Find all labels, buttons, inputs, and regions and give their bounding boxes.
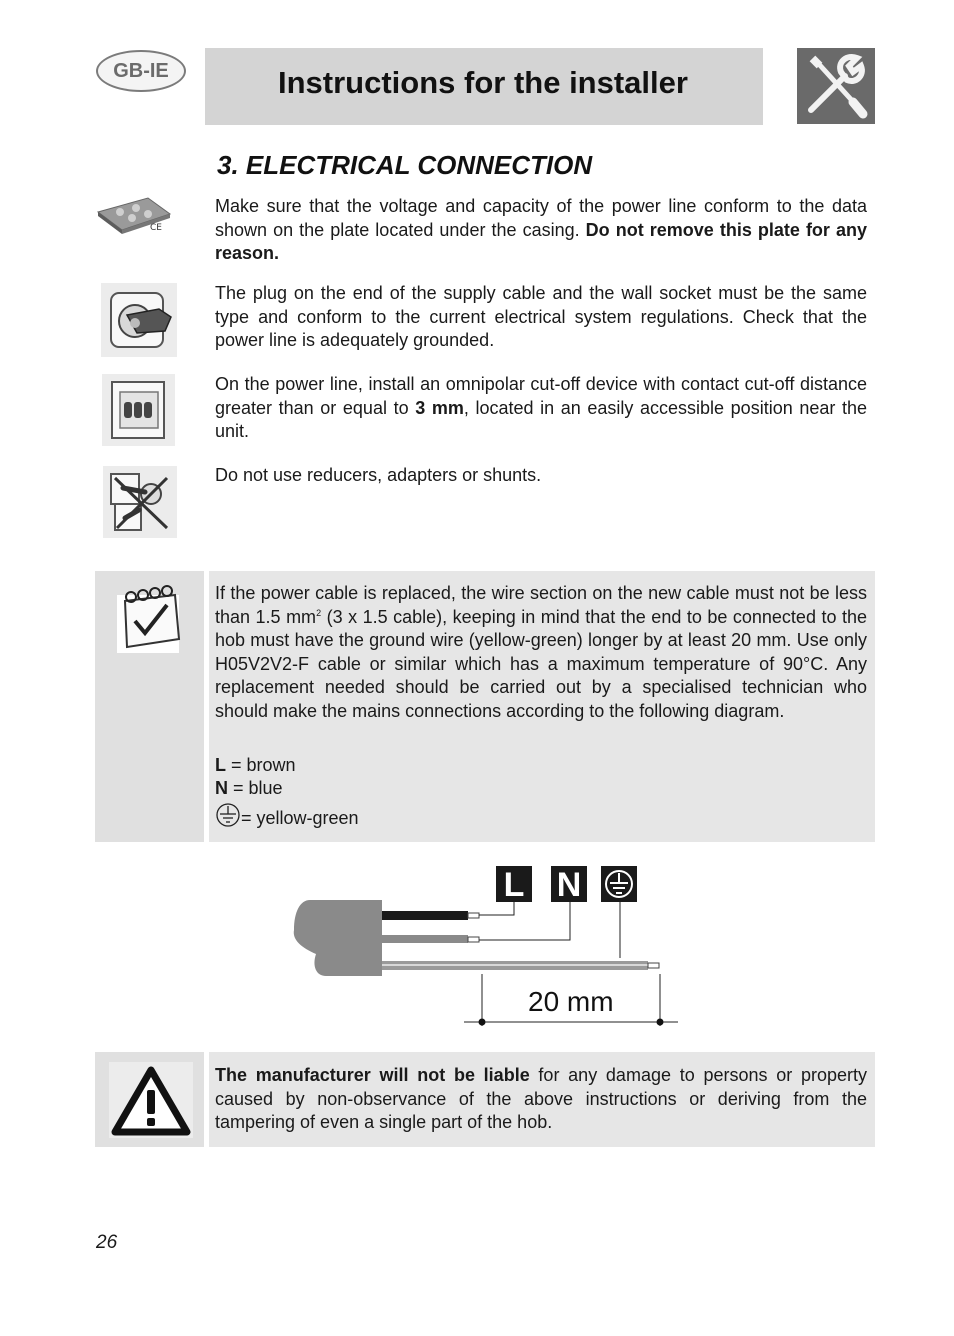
paragraph-cutoff: On the power line, install an omnipolar cut-off device with contact cut-off distance greater than or equal to 3 mm, located in an easily accessible position near the unit. [215,374,867,441]
country-badge: GB-IE [96,50,186,92]
paragraph-no-adapters: Do not use reducers, adapters or shunts. [215,465,542,485]
ground-symbol-icon [215,803,241,834]
no-adapter-icon [103,466,177,538]
label-live: L [496,866,532,902]
page-number: 26 [96,1232,118,1253]
section-heading: 3. ELECTRICAL CONNECTION [217,150,593,180]
paragraph-rating-plate: Make sure that the voltage and capacity of the power line conform to the data shown on the plate located under the casing. Do not remove this plate for any reason. [215,196,868,263]
warning-icon-panel [95,1052,204,1147]
label-ground-icon [601,866,637,902]
header-bar [205,48,763,125]
paragraph-plug: The plug on the end of the supply cable and the wall socket must be the same type and conform to the current electrical system regulations. Check that the power line is adequately grounded. [215,283,867,350]
dimension-label: 20 mm [528,986,614,1017]
warning-text: The manufacturer will not be liable for any damage to persons or property caused by non-observance of the above instructions or deriving from the tampering of even a single part of the hob. [215,1065,867,1132]
note-icon-panel [95,571,204,842]
warning-triangle-icon [109,1062,193,1143]
legend-n: N = blue [215,778,283,798]
legend-ground: = yellow-green [215,803,359,834]
page-title: Instructions for the installer [278,65,688,100]
checklist-icon [109,583,185,662]
rating-plate-icon [96,194,172,236]
wiring-diagram [290,862,682,1032]
note-text: If the power cable is replaced, the wire section on the new cable must not be less than 1.5 $mm^2$ (3 x 1.5 cable), keeping in mind that the end to be connected to the hob must have the ground wire (yellow-green) longer by at least 20 mm. Use only H05V2V2-F cable or similar which has a maximum temperature of 90°C. Any replacement needed should be carried out by a specialised technician who should make the mains connections according to the following diagram. [215,583,868,721]
legend-l: L = brown [215,755,296,775]
label-neutral: N [551,866,587,902]
cutoff-switch-icon [102,374,175,446]
tools-icon [797,48,875,124]
svg-text:CE: CE [150,223,162,233]
plug-socket-icon [101,283,177,357]
